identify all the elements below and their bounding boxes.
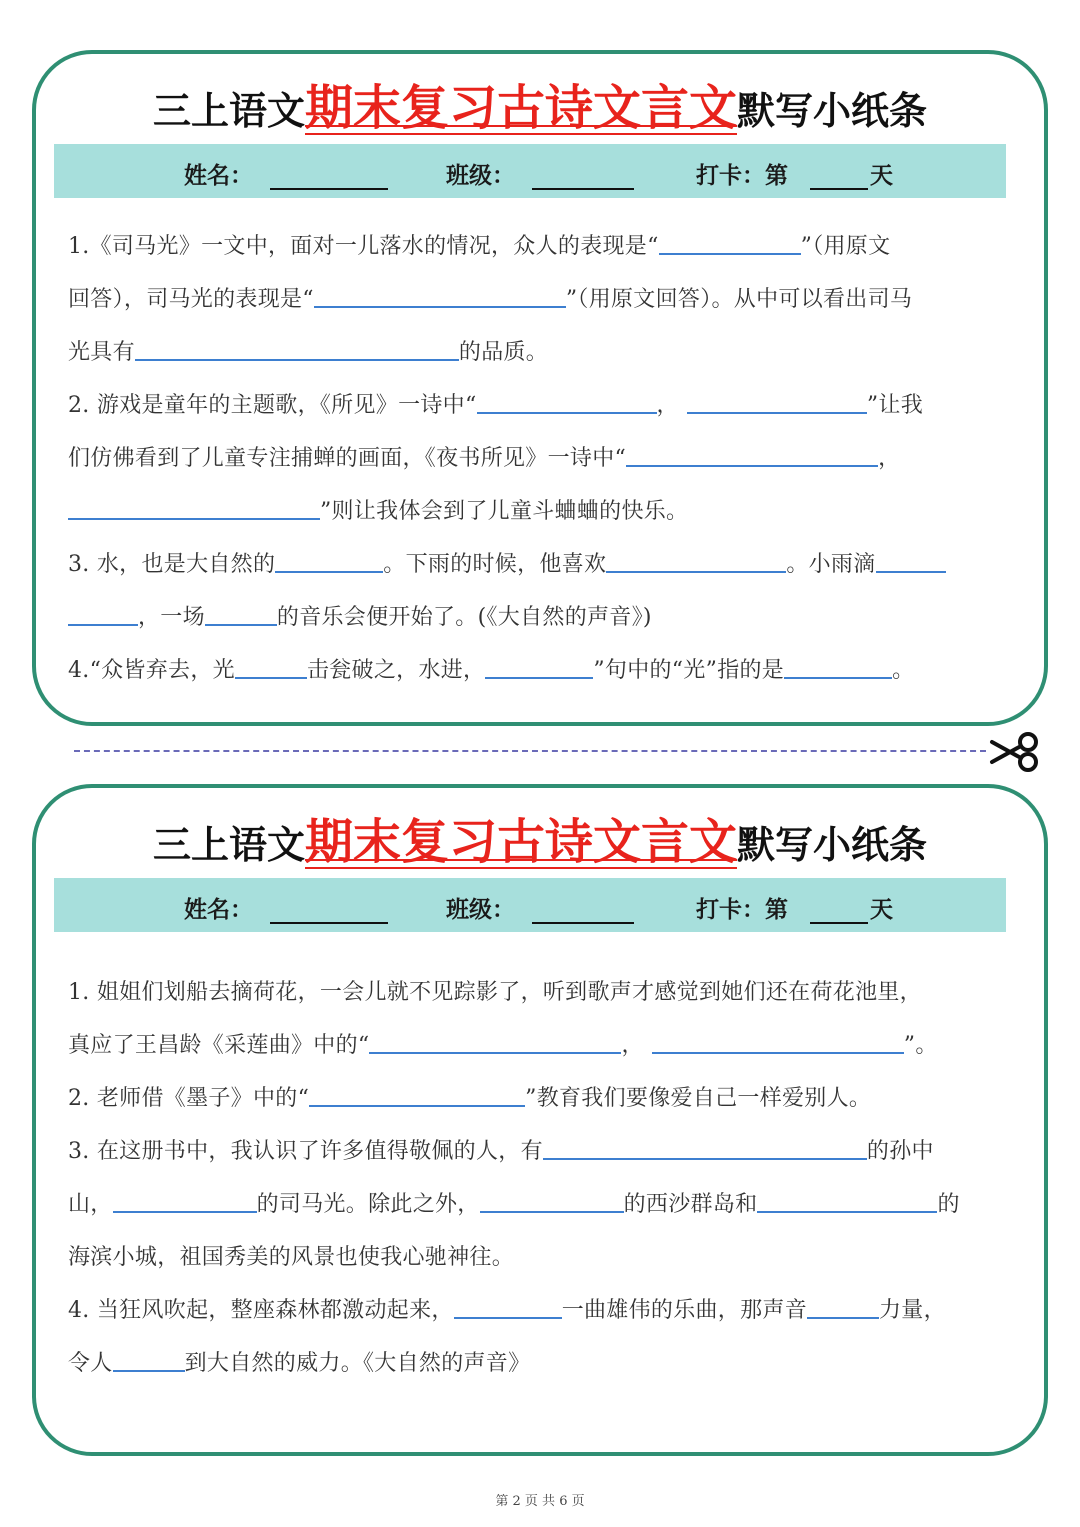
answer-blank[interactable]: [314, 276, 566, 308]
answer-blank[interactable]: [606, 541, 786, 573]
answer-blank[interactable]: [113, 1340, 185, 1372]
question-line: [68, 1284, 1018, 1337]
question-line: [68, 273, 1018, 326]
question-line: [68, 1072, 1018, 1125]
checkin-day-field[interactable]: [810, 922, 868, 924]
title-part1: 三上语文: [152, 823, 305, 867]
question-text: 击瓮破之，水进，: [306, 658, 486, 683]
question-line: [68, 591, 1018, 644]
checkin-label: 打卡：第: [696, 897, 788, 923]
class-field[interactable]: [532, 922, 634, 924]
checkin-label: 打卡：第: [696, 163, 788, 189]
class-label: 班级：: [446, 897, 515, 923]
question-text: 的品质。: [458, 340, 549, 365]
question-text: 2. 游戏是童年的主题歌，《所见》一诗中“: [68, 393, 477, 418]
question-line: [68, 485, 1018, 538]
question-text: 3. 水，也是大自然的: [68, 552, 276, 577]
info-bar: [54, 144, 1006, 198]
question-line: [68, 644, 1018, 697]
question-text: ，一场: [138, 605, 205, 630]
question-text: 1. 姐姐们划船去摘荷花，一会儿就不见踪影了，听到歌声才感觉到她们还在荷花池里，: [68, 980, 922, 1005]
answer-blank[interactable]: [876, 541, 946, 573]
question-text: 1.《司马光》一文中，面对一儿落水的情况，众人的表现是“: [68, 234, 659, 259]
question-text: 山，: [68, 1192, 113, 1217]
question-text: ，: [878, 446, 901, 471]
title-part2: 期末复习古诗文言文: [304, 80, 737, 136]
question-text: 3. 在这册书中，我认识了许多值得敬佩的人，有: [68, 1139, 543, 1164]
info-bar: [54, 878, 1006, 932]
answer-blank[interactable]: [309, 1075, 525, 1107]
name-field[interactable]: [270, 188, 388, 190]
answer-blank[interactable]: [652, 1022, 904, 1054]
name-label: 姓名：: [184, 163, 253, 189]
question-text: 。: [892, 658, 915, 683]
answer-blank[interactable]: [480, 1181, 624, 1213]
question-text: 真应了王昌龄《采莲曲》中的“: [68, 1033, 370, 1058]
title-part3: 默写小纸条: [737, 89, 928, 133]
question-line: [68, 966, 1018, 1019]
page-number: 第 2 页 共 6 页: [495, 1494, 585, 1509]
answer-blank[interactable]: [235, 647, 307, 679]
card-title: [36, 76, 1044, 151]
question-text: ”（用原文: [800, 234, 891, 259]
question-text: 的音乐会便开始了。(《大自然的声音》): [276, 605, 652, 630]
answer-blank[interactable]: [626, 435, 878, 467]
question-text: 的孙中: [866, 1139, 934, 1164]
question-line: [68, 1019, 1018, 1072]
title-part1: 三上语文: [152, 89, 305, 133]
answer-blank[interactable]: [543, 1128, 867, 1160]
question-text: ”让我: [866, 393, 924, 418]
answer-blank[interactable]: [205, 594, 277, 626]
question-text: 。小雨滴: [786, 552, 876, 577]
question-text: 4. 当狂风吹起，整座森林都激动起来，: [68, 1298, 454, 1323]
answer-blank[interactable]: [275, 541, 383, 573]
question-text: 光具有: [68, 340, 135, 365]
question-line: [68, 1178, 1018, 1231]
question-text: ”则让我体会到了儿童斗蛐蛐的快乐。: [320, 499, 689, 524]
checkin-day-field[interactable]: [810, 188, 868, 190]
answer-blank[interactable]: [807, 1287, 879, 1319]
question-line: [68, 432, 1018, 485]
answer-blank[interactable]: [68, 488, 320, 520]
question-text: 2. 老师借《墨子》中的“: [68, 1086, 310, 1111]
question-text: 们仿佛看到了儿童专注捕蝉的画面，《夜书所见》一诗中“: [68, 446, 627, 471]
question-line: [68, 1125, 1018, 1178]
question-text: 到大自然的威力。《大自然的声音》: [184, 1351, 531, 1376]
question-text: ，: [656, 393, 679, 418]
question-text: 。下雨的时候，他喜欢: [383, 552, 607, 577]
day-label: 天: [870, 163, 893, 189]
question-text: ”（用原文回答）。从中可以看出司马: [565, 287, 913, 312]
answer-blank[interactable]: [369, 1022, 621, 1054]
card-title: [36, 810, 1044, 885]
name-field[interactable]: [270, 922, 388, 924]
title-part3: 默写小纸条: [737, 823, 928, 867]
class-field[interactable]: [532, 188, 634, 190]
name-label: 姓名：: [184, 897, 253, 923]
question-text: 一曲雄伟的乐曲，那声音: [561, 1298, 807, 1323]
question-line: [68, 326, 1018, 379]
question-text: ”教育我们要像爱自己一样爱别人。: [525, 1086, 872, 1111]
answer-blank[interactable]: [659, 223, 801, 255]
question-line: [68, 538, 1018, 591]
answer-blank[interactable]: [68, 594, 138, 626]
question-line: [68, 1337, 1018, 1390]
question-text: ”句中的“光”指的是: [593, 658, 785, 683]
worksheet-card-1: [32, 50, 1048, 726]
question-text: 的西沙群岛和: [623, 1192, 758, 1217]
scissors-icon: [988, 732, 1044, 772]
answer-blank[interactable]: [485, 647, 593, 679]
answer-blank[interactable]: [113, 1181, 257, 1213]
title-part2: 期末复习古诗文言文: [304, 814, 737, 870]
answer-blank[interactable]: [784, 647, 892, 679]
question-text: 的司马光。除此之外，: [256, 1192, 480, 1217]
answer-blank[interactable]: [757, 1181, 937, 1213]
answer-blank[interactable]: [135, 329, 459, 361]
question-text: 的: [937, 1192, 960, 1217]
question-text: 力量，: [879, 1298, 946, 1323]
worksheet-card-2: [32, 784, 1048, 1456]
question-text: 令人: [68, 1351, 113, 1376]
question-line: [68, 220, 1018, 273]
answer-blank[interactable]: [477, 382, 657, 414]
question-text: 海滨小城，祖国秀美的风景也使我心驰神往。: [68, 1245, 515, 1270]
question-text: 回答），司马光的表现是“: [68, 287, 314, 312]
class-label: 班级：: [446, 163, 515, 189]
question-line: [68, 379, 1018, 432]
answer-blank[interactable]: [454, 1287, 562, 1319]
cut-line: [74, 750, 986, 752]
answer-blank[interactable]: [687, 382, 867, 414]
question-line: [68, 1231, 1018, 1284]
question-text: ”。: [903, 1033, 938, 1058]
question-text: ，: [621, 1033, 644, 1058]
day-label: 天: [870, 897, 893, 923]
question-text: 4.“众皆弃去，光: [68, 658, 235, 683]
